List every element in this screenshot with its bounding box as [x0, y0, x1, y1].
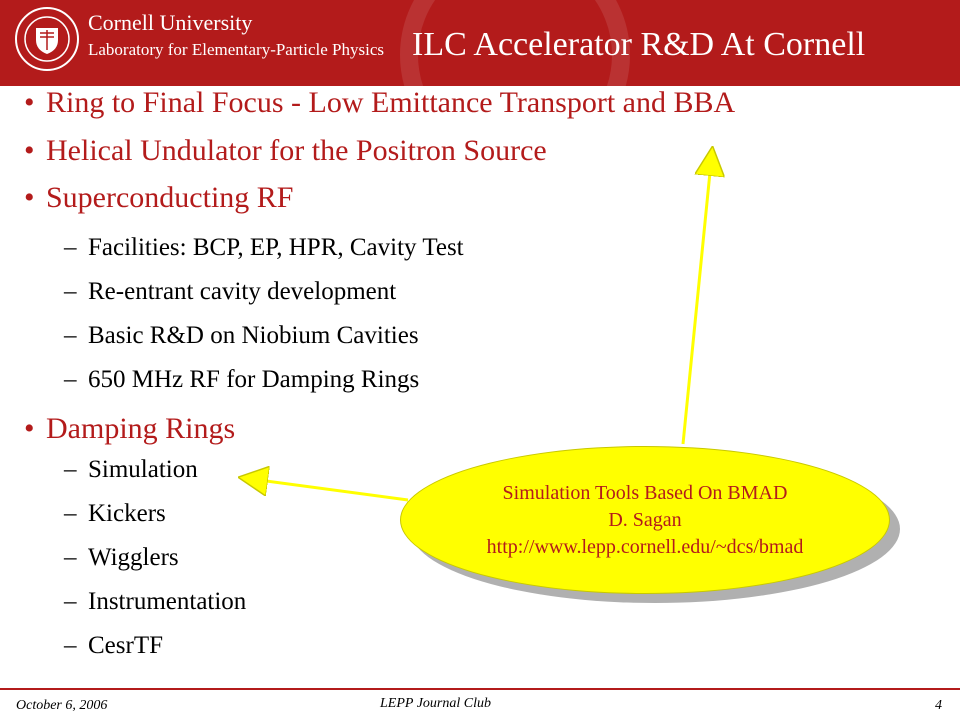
bullet-text: Kickers	[88, 500, 166, 527]
dash-glyph: –	[64, 632, 77, 659]
dash-glyph: –	[64, 366, 77, 393]
footer-divider	[0, 688, 960, 690]
footer-date: October 6, 2006	[16, 698, 108, 713]
bullet-text: Superconducting RF	[46, 181, 294, 214]
bullet-text: Instrumentation	[88, 588, 247, 615]
bullet-glyph: •	[24, 86, 35, 119]
laboratory-name: Laboratory for Elementary-Particle Physics	[88, 40, 384, 59]
arrow-to-ring-bullet	[683, 152, 712, 444]
bullet-glyph: •	[24, 412, 35, 445]
bullet-text: Wigglers	[88, 544, 179, 571]
bullet-text: Damping Rings	[46, 412, 236, 445]
dash-glyph: –	[64, 588, 77, 615]
bullet-text: Helical Undulator for the Positron Source	[46, 134, 547, 167]
callout-author: D. Sagan	[608, 508, 682, 531]
bullet-text: 650 MHz RF for Damping Rings	[88, 366, 420, 393]
bullet-text: Facilities: BCP, EP, HPR, Cavity Test	[88, 234, 464, 261]
callout-title: Simulation Tools Based On BMAD	[502, 481, 788, 504]
arrow-to-simulation-item	[244, 478, 408, 500]
bullet-glyph: •	[24, 134, 35, 167]
bullet-text: Ring to Final Focus - Low Emittance Transport and BBA	[46, 86, 736, 119]
bullet-text: Basic R&D on Niobium Cavities	[88, 322, 419, 349]
bmad-callout	[400, 446, 890, 594]
dash-glyph: –	[64, 544, 77, 571]
page-number: 4	[935, 698, 942, 713]
dash-glyph: –	[64, 322, 77, 349]
footer-event: LEPP Journal Club	[380, 696, 491, 711]
university-name: Cornell University	[88, 10, 253, 35]
dash-glyph: –	[64, 234, 77, 261]
bullet-text: Simulation	[88, 456, 198, 483]
dash-glyph: –	[64, 500, 77, 527]
callout-url[interactable]: http://www.lepp.cornell.edu/~dcs/bmad	[486, 535, 804, 558]
dash-glyph: –	[64, 278, 77, 305]
bullet-glyph: •	[24, 181, 35, 214]
bullet-text: CesrTF	[88, 632, 163, 659]
bullet-text: Re-entrant cavity development	[88, 278, 397, 305]
slide-title: ILC Accelerator R&D At Cornell	[412, 26, 866, 63]
dash-glyph: –	[64, 456, 77, 483]
